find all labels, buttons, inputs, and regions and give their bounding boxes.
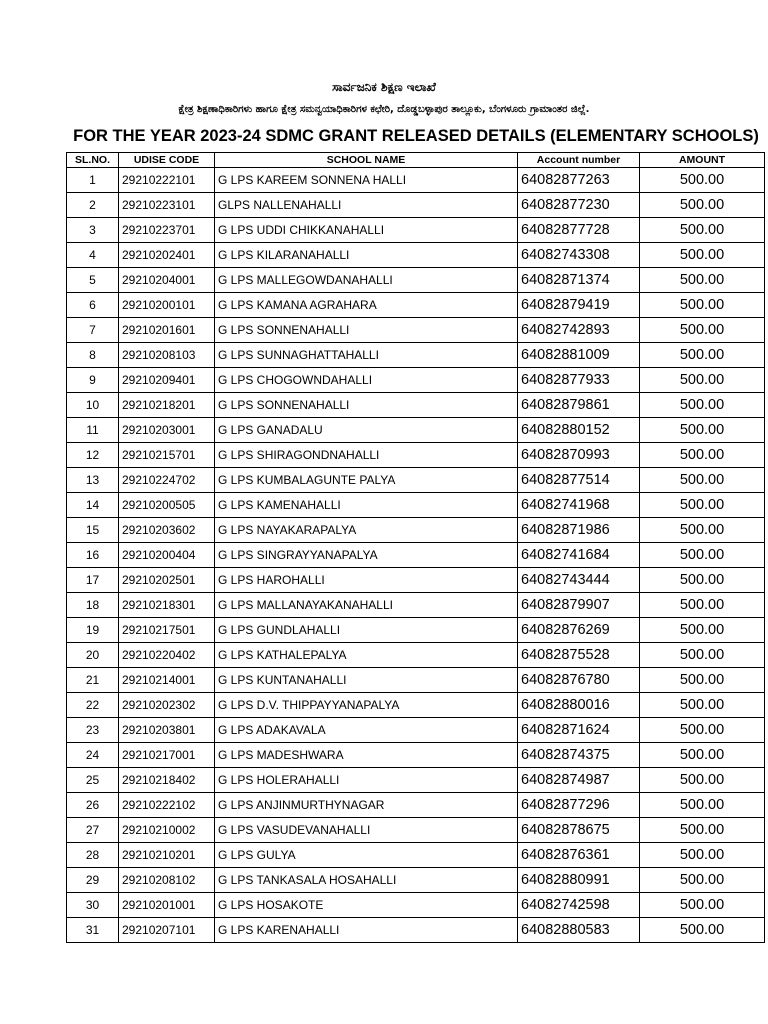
udise-code-cell: 29210214001 — [119, 668, 215, 693]
school-name-cell: G LPS KUMBALAGUNTE PALYA — [215, 468, 518, 493]
table-row — [67, 218, 765, 243]
sl-no-cell: 21 — [67, 668, 119, 693]
account-number-cell: 64082741684 — [518, 543, 640, 568]
school-name-cell: G LPS KUNTANAHALLI — [215, 668, 518, 693]
school-name-cell: G LPS ADAKAVALA — [215, 718, 518, 743]
account-number-cell: 64082871624 — [518, 718, 640, 743]
school-name-cell: G LPS CHOGOWNDAHALLI — [215, 368, 518, 393]
sl-no-cell: 30 — [67, 893, 119, 918]
table-row — [67, 693, 765, 718]
account-number-cell: 64082877230 — [518, 193, 640, 218]
sl-no-cell: 12 — [67, 443, 119, 468]
amount-cell: 500.00 — [640, 743, 765, 768]
sl-no-cell: 13 — [67, 468, 119, 493]
account-number-cell: 64082881009 — [518, 343, 640, 368]
amount-cell: 500.00 — [640, 768, 765, 793]
udise-code-cell: 29210210002 — [119, 818, 215, 843]
school-name-cell: G LPS SHIRAGONDNAHALLI — [215, 443, 518, 468]
school-name-cell: G LPS HOLERAHALLI — [215, 768, 518, 793]
amount-cell: 500.00 — [640, 593, 765, 618]
table-row — [67, 668, 765, 693]
sl-no-cell: 17 — [67, 568, 119, 593]
udise-code-cell: 29210202302 — [119, 693, 215, 718]
account-number-cell: 64082877728 — [518, 218, 640, 243]
sl-no-cell: 3 — [67, 218, 119, 243]
table-row — [67, 293, 765, 318]
amount-cell: 500.00 — [640, 318, 765, 343]
udise-code-cell: 29210200505 — [119, 493, 215, 518]
document-title: FOR THE YEAR 2023-24 SDMC GRANT RELEASED DETAILS (ELEMENTARY SCHOOLS) — [73, 127, 759, 145]
sl-no-cell: 6 — [67, 293, 119, 318]
sl-no-cell: 9 — [67, 368, 119, 393]
udise-code-cell: 29210201001 — [119, 893, 215, 918]
amount-cell: 500.00 — [640, 918, 765, 943]
table-header — [67, 153, 765, 168]
amount-cell: 500.00 — [640, 893, 765, 918]
udise-code-cell: 29210209401 — [119, 368, 215, 393]
udise-code-cell: 29210215701 — [119, 443, 215, 468]
amount-cell: 500.00 — [640, 843, 765, 868]
amount-cell: 500.00 — [640, 243, 765, 268]
amount-cell: 500.00 — [640, 443, 765, 468]
table-row — [67, 793, 765, 818]
sl-no-cell: 24 — [67, 743, 119, 768]
amount-cell: 500.00 — [640, 668, 765, 693]
sl-no-cell: 18 — [67, 593, 119, 618]
sl-no-cell: 31 — [67, 918, 119, 943]
col-header-account-number: Account number — [518, 153, 640, 168]
udise-code-cell: 29210224702 — [119, 468, 215, 493]
account-number-cell: 64082878675 — [518, 818, 640, 843]
account-number-cell: 64082874375 — [518, 743, 640, 768]
account-number-cell: 64082871986 — [518, 518, 640, 543]
table-row — [67, 718, 765, 743]
account-number-cell: 64082877514 — [518, 468, 640, 493]
amount-cell: 500.00 — [640, 868, 765, 893]
table-row — [67, 343, 765, 368]
school-name-cell: G LPS D.V. THIPPAYYANAPALYA — [215, 693, 518, 718]
sl-no-cell: 8 — [67, 343, 119, 368]
table-body — [67, 168, 765, 943]
sl-no-cell: 2 — [67, 193, 119, 218]
account-number-cell: 64082742893 — [518, 318, 640, 343]
udise-code-cell: 29210202401 — [119, 243, 215, 268]
office-heading: ಕ್ಷೇತ್ರ ಶಿಕ್ಷಣಾಧಿಕಾರಿಗಳು ಹಾಗೂ ಕ್ಷೇತ್ರ ಸಮನ್ವಯಾಧಿಕಾರಿಗಳ ಕಛೇರಿ, ದೊಡ್ಡಬಳ್ಳಾಪುರ ತಾಲ್ಲೂಕು, ಬೆಂಗಳೂರು ಗ್ರಾಮಾಂತರ ಜಿಲ್ಲೆ. — [178, 104, 590, 115]
account-number-cell: 64082874987 — [518, 768, 640, 793]
school-name-cell: G LPS UDDI CHIKKANAHALLI — [215, 218, 518, 243]
amount-cell: 500.00 — [640, 718, 765, 743]
udise-code-cell: 29210200101 — [119, 293, 215, 318]
amount-cell: 500.00 — [640, 193, 765, 218]
table-row — [67, 268, 765, 293]
udise-code-cell: 29210218402 — [119, 768, 215, 793]
amount-cell: 500.00 — [640, 543, 765, 568]
account-number-cell: 64082877296 — [518, 793, 640, 818]
table-row — [67, 418, 765, 443]
table-row — [67, 618, 765, 643]
table-row — [67, 368, 765, 393]
udise-code-cell: 29210203602 — [119, 518, 215, 543]
col-header-sl-no: SL.NO. — [67, 153, 119, 168]
udise-code-cell: 29210218301 — [119, 593, 215, 618]
school-name-cell: G LPS KAMANA AGRAHARA — [215, 293, 518, 318]
amount-cell: 500.00 — [640, 818, 765, 843]
udise-code-cell: 29210201601 — [119, 318, 215, 343]
table-row — [67, 568, 765, 593]
school-name-cell: G LPS SINGRAYYANAPALYA — [215, 543, 518, 568]
amount-cell: 500.00 — [640, 168, 765, 193]
amount-cell: 500.00 — [640, 618, 765, 643]
account-number-cell: 64082870993 — [518, 443, 640, 468]
sl-no-cell: 14 — [67, 493, 119, 518]
school-name-cell: G LPS SONNENAHALLI — [215, 393, 518, 418]
account-number-cell: 64082877263 — [518, 168, 640, 193]
amount-cell: 500.00 — [640, 393, 765, 418]
udise-code-cell: 29210207101 — [119, 918, 215, 943]
amount-cell: 500.00 — [640, 643, 765, 668]
school-name-cell: G LPS GUNDLAHALLI — [215, 618, 518, 643]
school-name-cell: G LPS MALLEGOWDANAHALLI — [215, 268, 518, 293]
table-row — [67, 443, 765, 468]
table-row — [67, 743, 765, 768]
department-heading: ಸಾರ್ವಜನಿಕ ಶಿಕ್ಷಣ ಇಲಾಖೆ — [332, 80, 436, 94]
account-number-cell: 64082741968 — [518, 493, 640, 518]
udise-code-cell: 29210223701 — [119, 218, 215, 243]
account-number-cell: 64082877933 — [518, 368, 640, 393]
table-row — [67, 168, 765, 193]
amount-cell: 500.00 — [640, 368, 765, 393]
sl-no-cell: 22 — [67, 693, 119, 718]
school-name-cell: G LPS MADESHWARA — [215, 743, 518, 768]
udise-code-cell: 29210200404 — [119, 543, 215, 568]
sl-no-cell: 26 — [67, 793, 119, 818]
account-number-cell: 64082875528 — [518, 643, 640, 668]
sl-no-cell: 20 — [67, 643, 119, 668]
sl-no-cell: 7 — [67, 318, 119, 343]
school-name-cell: G LPS ANJINMURTHYNAGAR — [215, 793, 518, 818]
sl-no-cell: 15 — [67, 518, 119, 543]
table-row — [67, 593, 765, 618]
account-number-cell: 64082880016 — [518, 693, 640, 718]
sl-no-cell: 10 — [67, 393, 119, 418]
school-name-cell: G LPS HOSAKOTE — [215, 893, 518, 918]
table-row — [67, 468, 765, 493]
udise-code-cell: 29210203001 — [119, 418, 215, 443]
school-name-cell: G LPS TANKASALA HOSAHALLI — [215, 868, 518, 893]
table-row — [67, 518, 765, 543]
udise-code-cell: 29210208103 — [119, 343, 215, 368]
school-name-cell: G LPS MALLANAYAKANAHALLI — [215, 593, 518, 618]
school-name-cell: G LPS KAMENAHALLI — [215, 493, 518, 518]
sl-no-cell: 16 — [67, 543, 119, 568]
school-name-cell: G LPS SUNNAGHATTAHALLI — [215, 343, 518, 368]
sl-no-cell: 11 — [67, 418, 119, 443]
udise-code-cell: 29210217501 — [119, 618, 215, 643]
table-row — [67, 768, 765, 793]
amount-cell: 500.00 — [640, 693, 765, 718]
amount-cell: 500.00 — [640, 218, 765, 243]
sl-no-cell: 19 — [67, 618, 119, 643]
school-name-cell: G LPS KATHALEPALYA — [215, 643, 518, 668]
account-number-cell: 64082742598 — [518, 893, 640, 918]
sl-no-cell: 29 — [67, 868, 119, 893]
amount-cell: 500.00 — [640, 493, 765, 518]
school-name-cell: G LPS SONNENAHALLI — [215, 318, 518, 343]
table-row — [67, 843, 765, 868]
school-name-cell: G LPS HAROHALLI — [215, 568, 518, 593]
account-number-cell: 64082879419 — [518, 293, 640, 318]
sl-no-cell: 23 — [67, 718, 119, 743]
udise-code-cell: 29210217001 — [119, 743, 215, 768]
amount-cell: 500.00 — [640, 343, 765, 368]
sl-no-cell: 1 — [67, 168, 119, 193]
amount-cell: 500.00 — [640, 268, 765, 293]
udise-code-cell: 29210204001 — [119, 268, 215, 293]
udise-code-cell: 29210218201 — [119, 393, 215, 418]
sl-no-cell: 27 — [67, 818, 119, 843]
table-row — [67, 893, 765, 918]
grant-table — [66, 152, 765, 943]
sl-no-cell: 28 — [67, 843, 119, 868]
school-name-cell: G LPS GULYA — [215, 843, 518, 868]
sl-no-cell: 4 — [67, 243, 119, 268]
account-number-cell: 64082879861 — [518, 393, 640, 418]
udise-code-cell: 29210222101 — [119, 168, 215, 193]
table-row — [67, 643, 765, 668]
table-row — [67, 818, 765, 843]
account-number-cell: 64082880152 — [518, 418, 640, 443]
account-number-cell: 64082879907 — [518, 593, 640, 618]
amount-cell: 500.00 — [640, 293, 765, 318]
account-number-cell: 64082880991 — [518, 868, 640, 893]
udise-code-cell: 29210222102 — [119, 793, 215, 818]
table-row — [67, 243, 765, 268]
account-number-cell: 64082876780 — [518, 668, 640, 693]
udise-code-cell: 29210220402 — [119, 643, 215, 668]
account-number-cell: 64082876361 — [518, 843, 640, 868]
account-number-cell: 64082743444 — [518, 568, 640, 593]
amount-cell: 500.00 — [640, 568, 765, 593]
school-name-cell: G LPS VASUDEVANAHALLI — [215, 818, 518, 843]
udise-code-cell: 29210202501 — [119, 568, 215, 593]
school-name-cell: G LPS NAYAKARAPALYA — [215, 518, 518, 543]
account-number-cell: 64082871374 — [518, 268, 640, 293]
school-name-cell: G LPS GANADALU — [215, 418, 518, 443]
school-name-cell: G LPS KAREEM SONNENA HALLI — [215, 168, 518, 193]
account-number-cell: 64082876269 — [518, 618, 640, 643]
udise-code-cell: 29210208102 — [119, 868, 215, 893]
table-row — [67, 193, 765, 218]
sl-no-cell: 5 — [67, 268, 119, 293]
amount-cell: 500.00 — [640, 468, 765, 493]
table-row — [67, 393, 765, 418]
amount-cell: 500.00 — [640, 793, 765, 818]
col-header-school-name: SCHOOL NAME — [215, 153, 518, 168]
udise-code-cell: 29210210201 — [119, 843, 215, 868]
table-row — [67, 918, 765, 943]
udise-code-cell: 29210203801 — [119, 718, 215, 743]
col-header-udise-code: UDISE CODE — [119, 153, 215, 168]
amount-cell: 500.00 — [640, 418, 765, 443]
amount-cell: 500.00 — [640, 518, 765, 543]
udise-code-cell: 29210223101 — [119, 193, 215, 218]
account-number-cell: 64082880583 — [518, 918, 640, 943]
school-name-cell: G LPS KARENAHALLI — [215, 918, 518, 943]
table-row — [67, 543, 765, 568]
sl-no-cell: 25 — [67, 768, 119, 793]
school-name-cell: G LPS KILARANAHALLI — [215, 243, 518, 268]
account-number-cell: 64082743308 — [518, 243, 640, 268]
col-header-amount: AMOUNT — [640, 153, 765, 168]
table-row — [67, 318, 765, 343]
header-row — [67, 153, 765, 168]
table-row — [67, 493, 765, 518]
table-row — [67, 868, 765, 893]
school-name-cell: GLPS NALLENAHALLI — [215, 193, 518, 218]
